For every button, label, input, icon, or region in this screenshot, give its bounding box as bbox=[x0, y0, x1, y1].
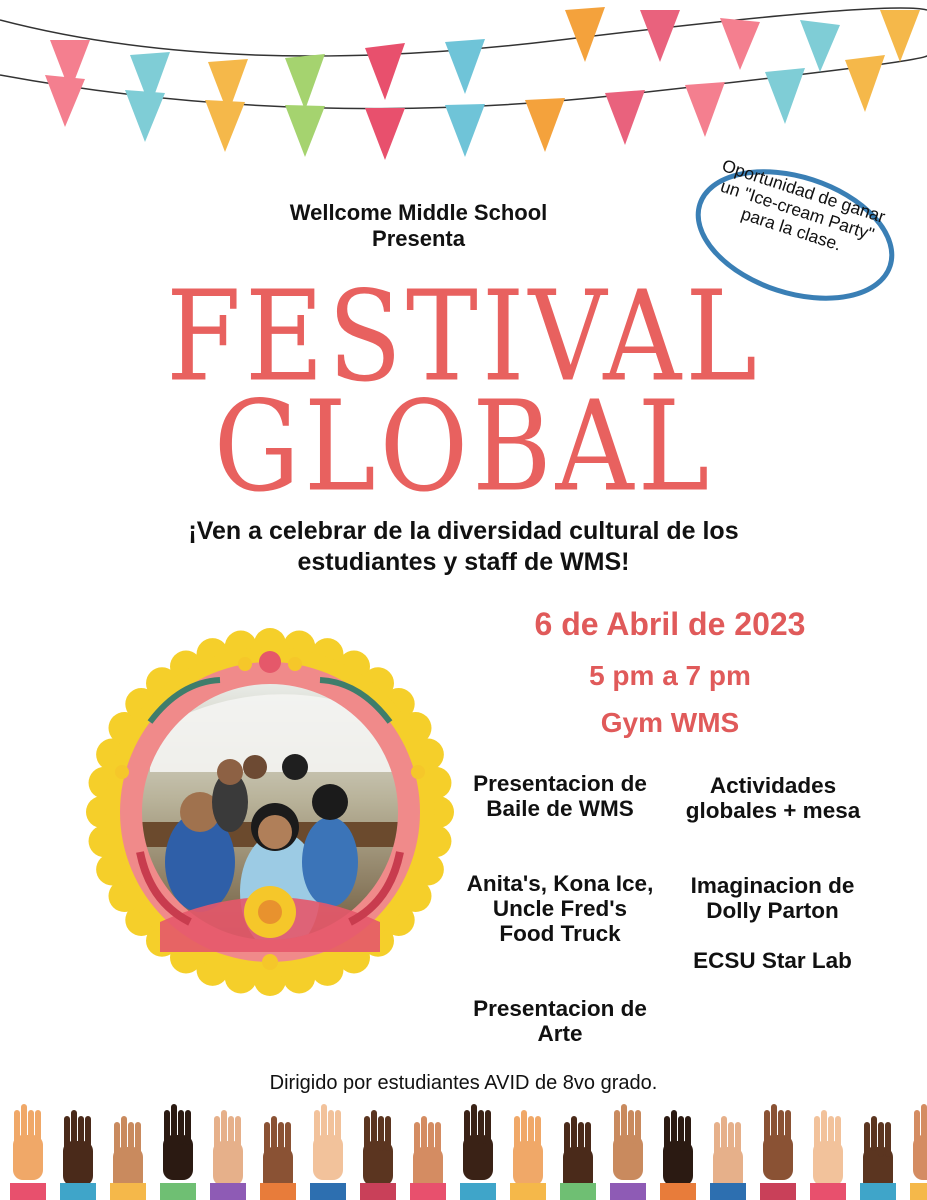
title-festival: FESTIVAL bbox=[166, 265, 761, 410]
bunting-flag bbox=[525, 98, 565, 152]
raised-hand bbox=[10, 1104, 46, 1200]
ice-cream-bubble-text: Oportunidad de ganar un "Ice-cream Party" para la clase. bbox=[718, 155, 888, 255]
raised-hand bbox=[810, 1110, 846, 1200]
raised-hand bbox=[160, 1104, 196, 1200]
raised-hand bbox=[860, 1116, 896, 1200]
bunting-flag bbox=[845, 55, 885, 112]
activity-dance: Presentacion de Baile de WMS bbox=[473, 771, 647, 821]
activity-food-trucks: Anita's, Kona Ice, Uncle Fred's Food Truck bbox=[466, 871, 654, 946]
bunting-flag bbox=[445, 104, 485, 157]
raised-hand bbox=[910, 1104, 927, 1200]
raised-hand bbox=[360, 1110, 396, 1200]
activity-star-lab: ECSU Star Lab bbox=[693, 948, 852, 973]
tagline-line-1: ¡Ven a celebrar de la diversidad cultural de los bbox=[188, 517, 739, 545]
raised-hand bbox=[460, 1104, 496, 1200]
footer-credit: Dirigido por estudiantes AVID de 8vo grado. bbox=[269, 1072, 658, 1094]
bunting-flag bbox=[605, 90, 645, 145]
raised-hand bbox=[510, 1110, 546, 1200]
raised-hand bbox=[210, 1110, 246, 1200]
raised-hand bbox=[760, 1104, 796, 1200]
activity-art: Presentacion de Arte bbox=[473, 996, 647, 1046]
event-place: Gym WMS bbox=[600, 707, 740, 738]
bunting-flag bbox=[125, 90, 165, 142]
bunting-flag bbox=[720, 18, 760, 70]
presents-label: Presenta bbox=[372, 226, 465, 251]
raised-hands-decoration bbox=[0, 1095, 927, 1200]
bunting-flag bbox=[285, 105, 325, 157]
bunting-flag bbox=[565, 7, 605, 62]
raised-hand bbox=[60, 1110, 96, 1200]
bunting-flag bbox=[205, 100, 245, 152]
bunting-flag bbox=[765, 68, 805, 124]
event-date: 6 de Abril de 2023 bbox=[534, 606, 806, 642]
bunting-flag bbox=[800, 20, 840, 72]
bunting-flag bbox=[640, 10, 680, 62]
raised-hand bbox=[410, 1116, 446, 1200]
tagline bbox=[0, 516, 927, 578]
bunting-flag bbox=[285, 54, 325, 110]
bunting-flag bbox=[880, 10, 920, 62]
raised-hand bbox=[710, 1116, 746, 1200]
activity-global-table: Actividades globales + mesa bbox=[685, 773, 861, 823]
raised-hand bbox=[110, 1116, 146, 1200]
title-global: GLOBAL bbox=[213, 375, 714, 520]
photo-frame bbox=[80, 622, 460, 1002]
raised-hand bbox=[610, 1104, 646, 1200]
bunting-flag bbox=[445, 39, 485, 94]
activity-imaginacion: Imaginacion de Dolly Parton bbox=[690, 873, 855, 923]
raised-hand bbox=[260, 1116, 296, 1200]
tagline-line-2: estudiantes y staff de WMS! bbox=[297, 548, 630, 576]
bunting-flag bbox=[685, 82, 725, 137]
school-name: Wellcome Middle School bbox=[289, 200, 548, 225]
bunting-flag bbox=[365, 43, 405, 100]
bunting-flag bbox=[365, 108, 405, 160]
raised-hand bbox=[310, 1104, 346, 1200]
bunting-decoration bbox=[0, 0, 927, 175]
bunting-flag bbox=[45, 75, 85, 127]
raised-hand bbox=[560, 1116, 596, 1200]
event-time: 5 pm a 7 pm bbox=[589, 660, 751, 691]
raised-hand bbox=[660, 1110, 696, 1200]
